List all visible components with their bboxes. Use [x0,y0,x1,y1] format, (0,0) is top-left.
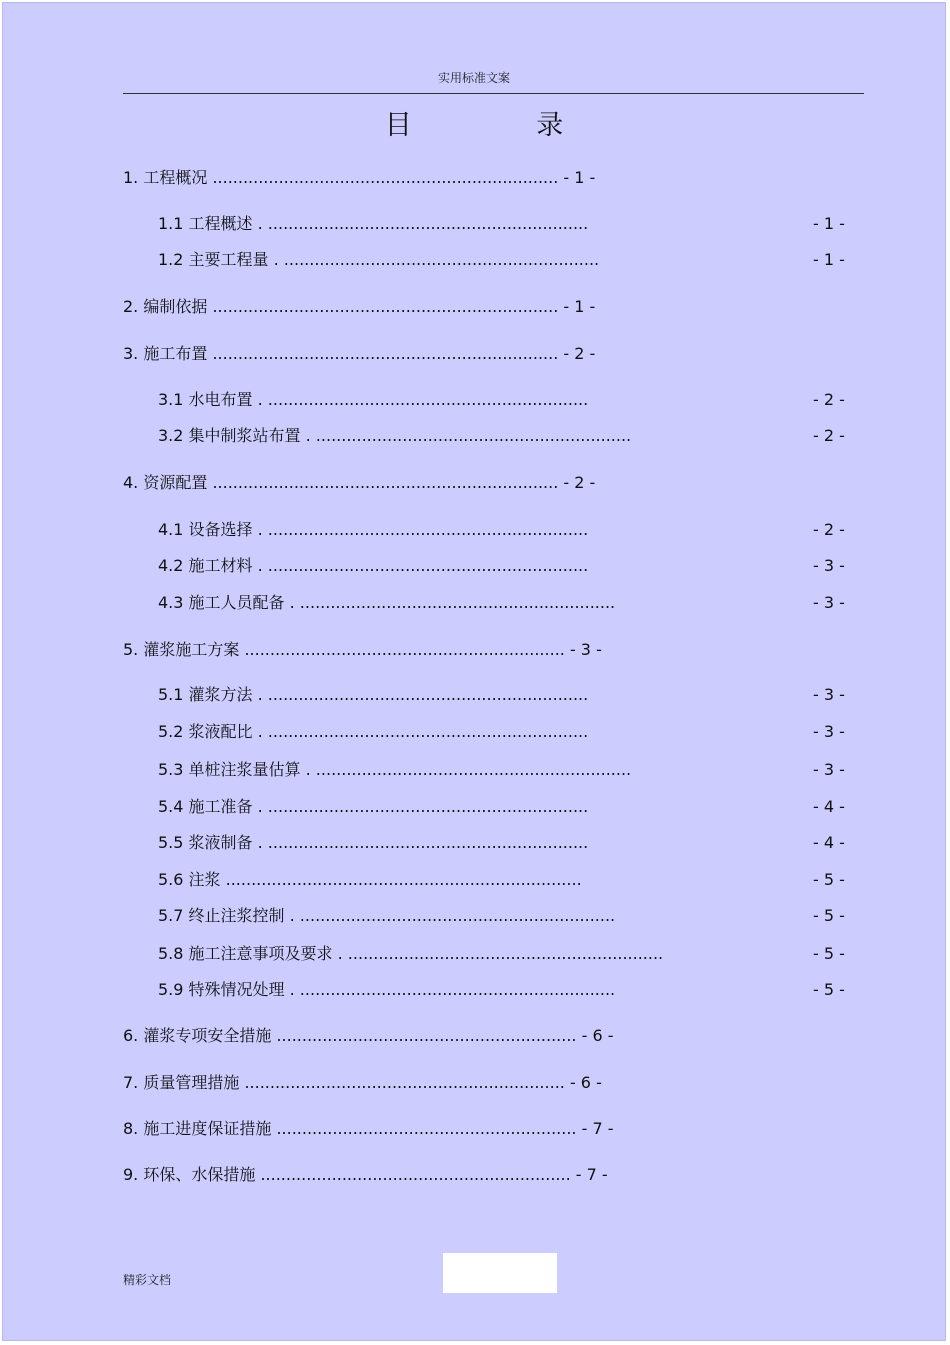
page-header: 实用标准文案 [437,71,510,85]
toc-subentry[interactable] [158,249,599,271]
toc-entry[interactable] [123,1164,608,1186]
toc-leader-dots: ............................................................... [262,390,589,409]
toc-page-number: - 3 - [813,760,845,779]
toc-leader-dots: .............................................................. [278,250,600,269]
toc-page-number: - 3 - [813,593,845,612]
toc-entry-label: 5.6 注浆 [158,870,221,889]
toc-subentry[interactable] [158,721,588,743]
toc-entry-label: 4.1 设备选择 . [158,520,263,539]
toc-page-number: - 5 - [813,944,845,963]
toc-page-number: - 2 - [813,390,845,409]
toc-subentry[interactable] [158,555,588,577]
toc-page-number: - 2 - [813,520,845,539]
toc-leader-dots: .............................................................. [342,944,664,963]
toc-subentry[interactable] [158,684,588,706]
toc-entry-label: 9. 环保、水保措施 [123,1165,256,1184]
toc-entry-label: 3. 施工布置 [123,344,208,363]
footer-blank-box [443,1253,557,1293]
toc-entry[interactable] [123,296,595,318]
toc-subentry[interactable] [158,905,615,927]
toc-entry-label: 5.9 特殊情况处理 . [158,980,295,999]
toc-page-number: - 4 - [813,797,845,816]
toc-entry-label: 5.5 浆液制备 . [158,833,263,852]
toc-entry-label: 5.7 终止注浆控制 . [158,906,295,925]
toc-entry-label: 4. 资源配置 [123,473,208,492]
toc-page-number: - 6 - [564,1073,602,1092]
toc-page-number: - 5 - [813,870,845,889]
toc-page-number: - 1 - [558,168,596,187]
toc-page-number: - 3 - [813,722,845,741]
toc-entry-label: 5.1 灌浆方法 . [158,685,263,704]
page-footer: 精彩文档 [123,1273,172,1287]
toc-leader-dots: .............................................................. [310,426,632,445]
toc-entry[interactable] [123,1025,614,1047]
toc-page-number: - 3 - [813,685,845,704]
toc-leader-dots: .............................................................. [294,980,616,999]
toc-leader-dots: ........................................................... [271,1026,577,1045]
toc-entry-label: 4.3 施工人员配备 . [158,593,295,612]
toc-entry-label: 1.2 主要工程量 . [158,250,279,269]
toc-subentry[interactable] [158,979,615,1001]
toc-subentry[interactable] [158,832,588,854]
toc-page-number: - 2 - [558,344,596,363]
toc-leader-dots: ............................................................... [262,214,589,233]
toc-entry[interactable] [123,472,595,494]
toc-leader-dots: .............................................................. [294,906,616,925]
toc-title: 目 录 [384,110,622,141]
toc-leader-dots: ............................................................... [262,833,589,852]
toc-leader-dots: ............................................................... [262,685,589,704]
toc-subentry[interactable] [158,389,588,411]
toc-leader-dots: ...................................................................... [220,870,582,889]
toc-leader-dots: ............................................................... [262,722,589,741]
toc-entry-label: 2. 编制依据 [123,297,208,316]
toc-subentry[interactable] [158,869,582,891]
toc-entry-label: 3.1 水电布置 . [158,390,263,409]
toc-entry-label: 1. 工程概况 [123,168,208,187]
toc-page-number: - 2 - [813,426,845,445]
toc-subentry[interactable] [158,425,631,447]
toc-leader-dots: ........................................................... [271,1119,577,1138]
toc-entry-label: 3.2 集中制浆站布置 . [158,426,311,445]
toc-subentry[interactable] [158,592,615,614]
toc-leader-dots: .................................................................... [207,168,559,187]
toc-page-number: - 4 - [813,833,845,852]
toc-entry-label: 8. 施工进度保证措施 [123,1119,272,1138]
toc-page-number: - 7 - [576,1119,614,1138]
table-of-contents [3,3,945,1340]
toc-leader-dots: ............................................................... [239,1073,565,1092]
toc-entry-label: 5.2 浆液配比 . [158,722,263,741]
toc-leader-dots: .................................................................... [207,344,559,363]
toc-entry[interactable] [123,639,602,661]
toc-page-number: - 1 - [558,297,596,316]
toc-entry[interactable] [123,167,595,189]
toc-leader-dots: ............................................................... [262,556,589,575]
toc-entry[interactable] [123,1118,614,1140]
toc-entry-label: 5.8 施工注意事项及要求 . [158,944,343,963]
toc-entry[interactable] [123,343,595,365]
toc-leader-dots: .............................................................. [294,593,616,612]
toc-page-number: - 5 - [813,906,845,925]
toc-entry-label: 7. 质量管理措施 [123,1073,240,1092]
toc-leader-dots: ............................................................... [262,520,589,539]
toc-entry-label: 5.3 单桩注浆量估算 . [158,760,311,779]
toc-page-number: - 2 - [558,473,596,492]
toc-entry-label: 6. 灌浆专项安全措施 [123,1026,272,1045]
toc-leader-dots: ............................................................. [255,1165,571,1184]
toc-page-number: - 1 - [813,214,845,233]
toc-page-number: - 3 - [813,556,845,575]
toc-entry-label: 1.1 工程概述 . [158,214,263,233]
toc-page-number: - 6 - [576,1026,614,1045]
toc-page-number: - 7 - [570,1165,608,1184]
toc-subentry[interactable] [158,759,631,781]
toc-leader-dots: .............................................................. [310,760,632,779]
toc-leader-dots: ............................................................... [239,640,565,659]
toc-entry-label: 5.4 施工准备 . [158,797,263,816]
toc-subentry[interactable] [158,213,588,235]
toc-subentry[interactable] [158,943,663,965]
toc-page-number: - 3 - [564,640,602,659]
toc-entry-label: 5. 灌浆施工方案 [123,640,240,659]
toc-page-number: - 5 - [813,980,845,999]
toc-leader-dots: .................................................................... [207,297,559,316]
toc-leader-dots: ............................................................... [262,797,589,816]
toc-subentry[interactable] [158,519,588,541]
toc-page-number: - 1 - [813,250,845,269]
toc-subentry[interactable] [158,796,588,818]
toc-entry[interactable] [123,1072,602,1094]
toc-entry-label: 4.2 施工材料 . [158,556,263,575]
document-page [2,2,946,1341]
toc-leader-dots: .................................................................... [207,473,559,492]
